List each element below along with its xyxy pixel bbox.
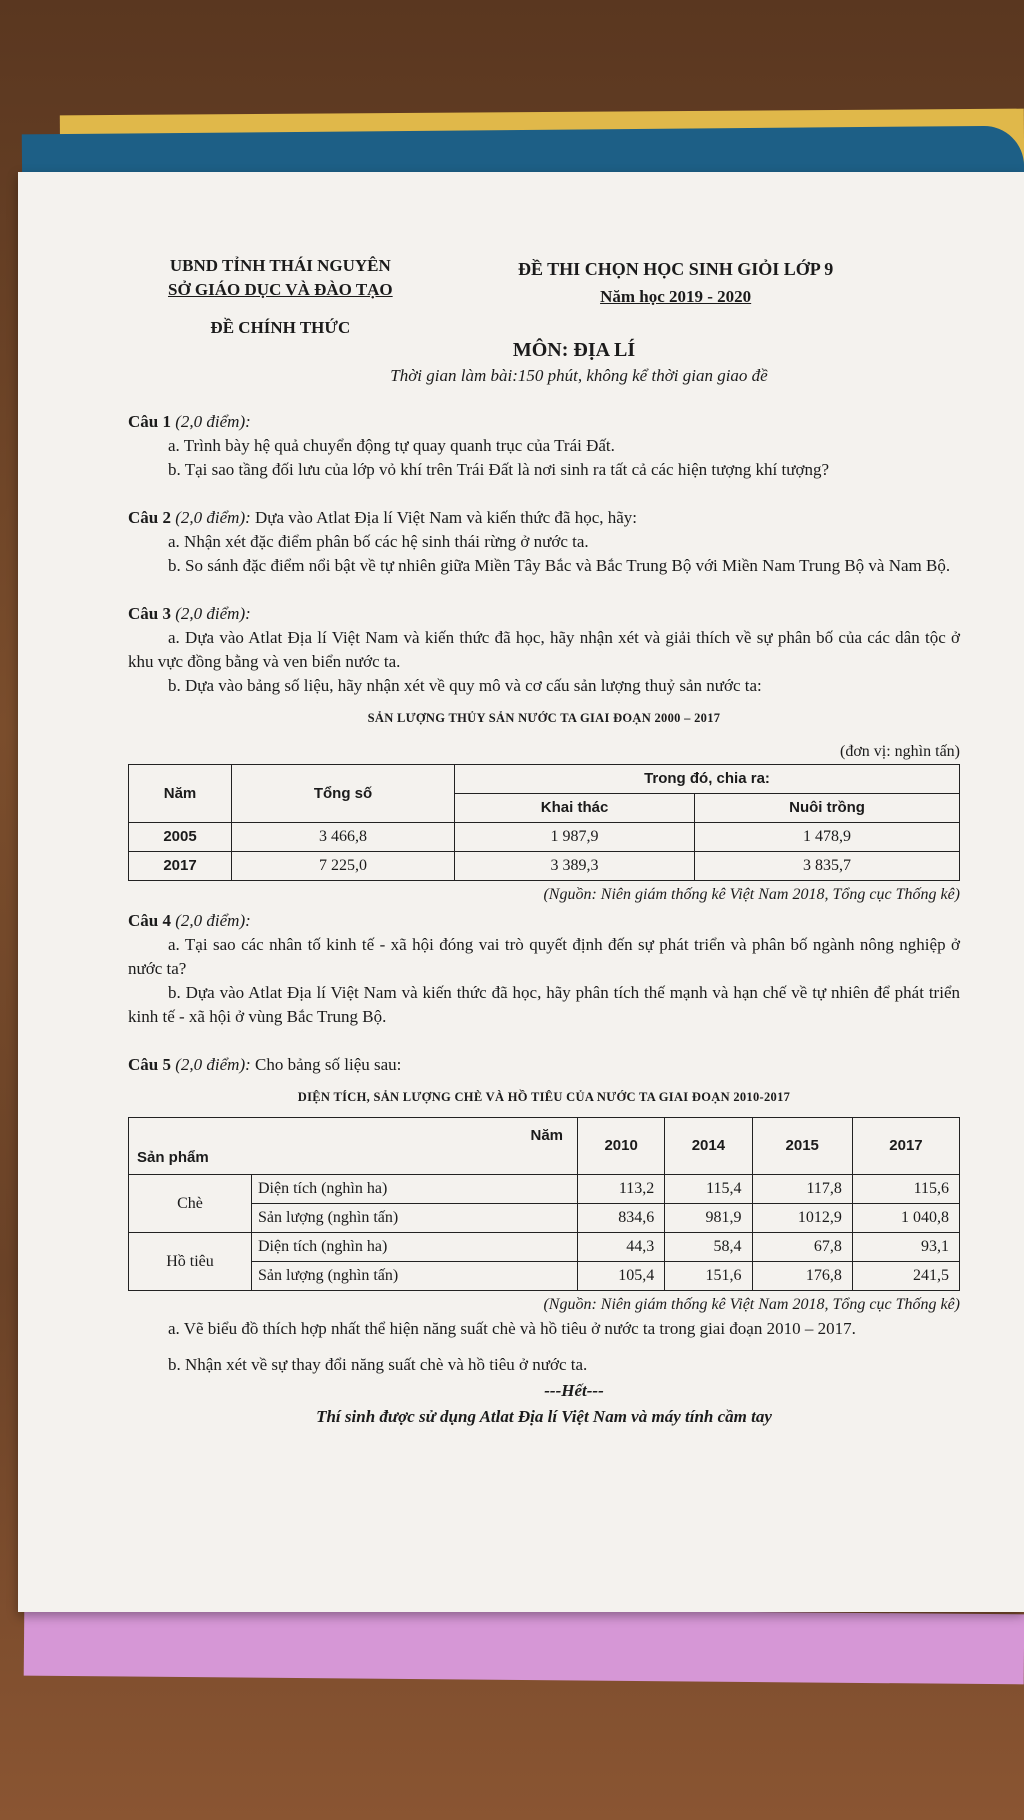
fishery-table-title: SẢN LƯỢNG THỦY SẢN NƯỚC TA GIAI ĐOẠN 2000 – 2017 [367, 711, 721, 725]
cell-value: 113,2 [578, 1175, 665, 1204]
subject-title: MÔN: ĐỊA LÍ [512, 339, 636, 361]
row-label: Diện tích (nghìn ha) [252, 1233, 578, 1262]
cell-value: 834,6 [578, 1204, 665, 1233]
cell-value: 44,3 [578, 1233, 665, 1262]
crop-table-title: DIỆN TÍCH, SẢN LƯỢNG CHÈ VÀ HỒ TIÊU CỦA NƯỚC TA GIAI ĐOẠN 2010-2017 [297, 1090, 791, 1104]
col-total: Tổng số [232, 765, 455, 823]
cell-value: 117,8 [752, 1175, 852, 1204]
q5-part-b: b. Nhận xét về sự thay đổi năng suất chè và hồ tiêu ở nước ta. [168, 1355, 588, 1374]
question-4 [128, 909, 960, 1029]
year-header: 2017 [852, 1118, 959, 1175]
row-label: Diện tích (nghìn ha) [252, 1175, 578, 1204]
cell-value: 1012,9 [752, 1204, 852, 1233]
year-header: 2015 [752, 1118, 852, 1175]
q5-intro: Cho bảng số liệu sau: [255, 1055, 402, 1074]
q4-points: (2,0 điểm): [175, 911, 251, 930]
issuer-block [168, 254, 393, 340]
q2-label: Câu 2 [128, 508, 171, 527]
cell-value: 93,1 [852, 1233, 959, 1262]
q2-points: (2,0 điểm): [175, 508, 251, 527]
time-limit: Thời gian làm bài:150 phút, không kể thời gian giao đề [390, 366, 768, 385]
cell-value: 981,9 [665, 1204, 752, 1233]
crop-table-source: (Nguồn: Niên giám thống kê Việt Nam 2018, Tổng cục Thống kê) [543, 1296, 960, 1313]
question-5 [128, 1053, 960, 1377]
q1-points: (2,0 điểm): [175, 412, 251, 431]
product-name: Chè [129, 1175, 252, 1233]
cell-value: 241,5 [852, 1262, 959, 1291]
table-row [129, 1233, 960, 1262]
department-name: SỞ GIÁO DỤC VÀ ĐÀO TẠO [168, 280, 393, 299]
row-khai-thac: 3 389,3 [455, 852, 695, 881]
question-1 [128, 410, 960, 482]
q3-label: Câu 3 [128, 604, 171, 623]
table-row [129, 1204, 960, 1233]
row-label: Sản lượng (nghìn tấn) [252, 1204, 578, 1233]
q5-points: (2,0 điểm): [175, 1055, 251, 1074]
footer-note: Thí sinh được sử dụng Atlat Địa lí Việt Nam và máy tính cầm tay [316, 1407, 772, 1426]
end-mark: ---Hết--- [544, 1381, 604, 1400]
q4-label: Câu 4 [128, 911, 171, 930]
q5-part-a: a. Vẽ biểu đồ thích hợp nhất thể hiện năng suất chè và hồ tiêu ở nước ta trong giai đoạn 2010 – 2017. [168, 1319, 856, 1338]
q3-part-b: b. Dựa vào bảng số liệu, hãy nhận xét về quy mô và cơ cấu sản lượng thuỷ sản nước ta: [168, 676, 762, 695]
year-header: 2014 [665, 1118, 752, 1175]
q5-label: Câu 5 [128, 1055, 171, 1074]
row-total: 7 225,0 [232, 852, 455, 881]
province-committee: UBND TỈNH THÁI NGUYÊN [169, 256, 391, 275]
q3-points: (2,0 điểm): [175, 604, 251, 623]
q2-intro: Dựa vào Atlat Địa lí Việt Nam và kiến thức đã học, hãy: [255, 508, 638, 527]
fishery-table-unit: (đơn vị: nghìn tấn) [840, 743, 960, 760]
fishery-table-source: (Nguồn: Niên giám thống kê Việt Nam 2018, Tổng cục Thống kê) [543, 886, 960, 903]
corner-header [129, 1118, 578, 1175]
cell-value: 105,4 [578, 1262, 665, 1291]
exam-title-block [518, 256, 833, 310]
crop-table [128, 1117, 960, 1291]
pink-paper-edge [24, 1606, 1024, 1685]
official-label: ĐỀ CHÍNH THỨC [210, 318, 351, 337]
q4-part-b: b. Dựa vào Atlat Địa lí Việt Nam và kiến thức đã học, hãy phân tích thế mạnh và hạn chế về tự nhiên để phát triển kinh tế - xã hội ở vùng Bắc Trung Bộ. [128, 983, 960, 1026]
exam-title: ĐỀ THI CHỌN HỌC SINH GIỎI LỚP 9 [518, 259, 834, 279]
table-row [129, 852, 960, 881]
row-total: 3 466,8 [232, 823, 455, 852]
table-row [129, 823, 960, 852]
cell-value: 1 040,8 [852, 1204, 959, 1233]
table-row [129, 1175, 960, 1204]
corner-product: Sản phẩm [137, 1149, 209, 1166]
q1-part-b: b. Tại sao tầng đối lưu của lớp vỏ khí trên Trái Đất là nơi sinh ra tất cả các hiện tượng khí tượng? [168, 460, 829, 479]
q3-part-a: a. Dựa vào Atlat Địa lí Việt Nam và kiến thức đã học, hãy nhận xét và giải thích về sự phân bố của các dân tộc ở khu vực đồng bằng và ven biển nước ta. [128, 628, 960, 671]
exam-content [128, 254, 960, 1427]
product-name: Hồ tiêu [129, 1233, 252, 1291]
year-header: 2010 [578, 1118, 665, 1175]
row-label: Sản lượng (nghìn tấn) [252, 1262, 578, 1291]
exam-paper [18, 172, 1024, 1612]
table-row [129, 1262, 960, 1291]
col-khai-thac: Khai thác [455, 794, 695, 823]
col-year: Năm [129, 765, 232, 823]
fishery-table [128, 764, 960, 881]
q2-part-a: a. Nhận xét đặc điểm phân bố các hệ sinh thái rừng ở nước ta. [168, 532, 589, 551]
cell-value: 58,4 [665, 1233, 752, 1262]
school-year: Năm học 2019 - 2020 [600, 287, 752, 306]
q1-part-a: a. Trình bày hệ quả chuyển động tự quay quanh trục của Trái Đất. [168, 436, 615, 455]
cell-value: 151,6 [665, 1262, 752, 1291]
q4-part-a: a. Tại sao các nhân tố kinh tế - xã hội đóng vai trò quyết định đến sự phát triển và phân bố ngành nông nghiệp ở nước ta? [128, 935, 960, 978]
cell-value: 176,8 [752, 1262, 852, 1291]
row-nuoi-trong: 3 835,7 [695, 852, 960, 881]
row-year: 2005 [129, 823, 232, 852]
exam-header [128, 254, 960, 349]
corner-year: Năm [530, 1127, 563, 1144]
q2-part-b: b. So sánh đặc điểm nổi bật về tự nhiên giữa Miền Tây Bắc và Bắc Trung Bộ với Miền Nam Trung Bộ và Nam Bộ. [168, 556, 951, 575]
question-2 [128, 506, 960, 578]
cell-value: 115,6 [852, 1175, 959, 1204]
cell-value: 115,4 [665, 1175, 752, 1204]
row-nuoi-trong: 1 478,9 [695, 823, 960, 852]
cell-value: 67,8 [752, 1233, 852, 1262]
col-nuoi-trong: Nuôi trồng [695, 794, 960, 823]
question-3 [128, 602, 960, 907]
q1-label: Câu 1 [128, 412, 171, 431]
row-year: 2017 [129, 852, 232, 881]
row-khai-thac: 1 987,9 [455, 823, 695, 852]
col-group: Trong đó, chia ra: [455, 765, 960, 794]
